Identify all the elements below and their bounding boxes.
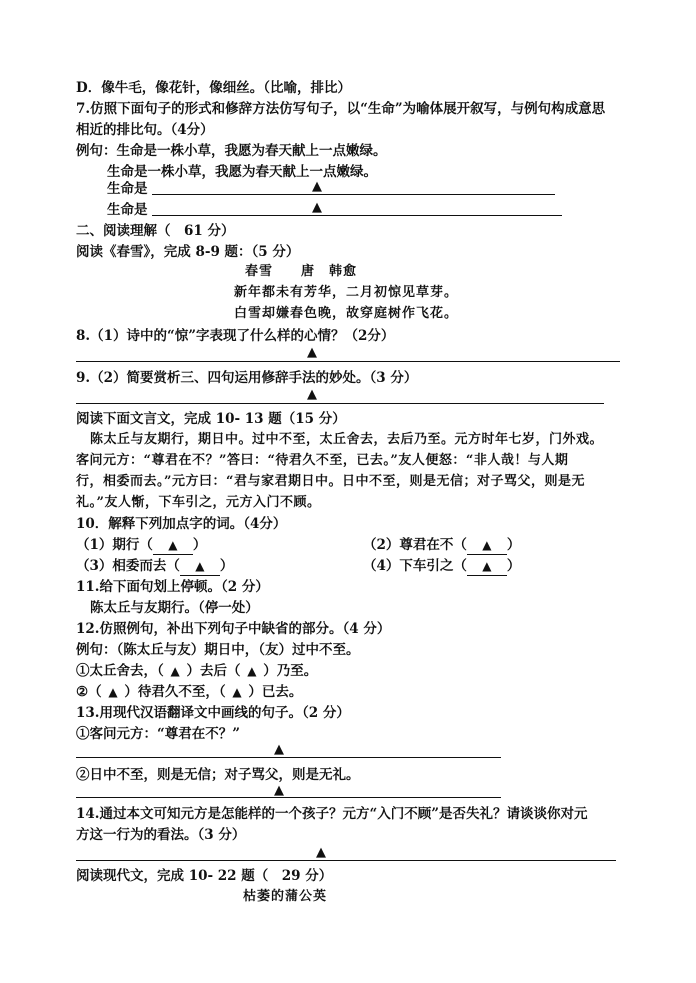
question-8: 8.（1）诗中的“惊”字表现了什么样的心情？（2分）	[76, 328, 395, 344]
question-13-sentence-1: ①客问元方：“尊君在不？”	[76, 726, 241, 742]
poem-line-1: 新年都未有芳华，二月初惊见草芽。	[234, 285, 459, 300]
q10-item-4: （4）下车引之（ ▲ ）	[363, 558, 521, 574]
example-sentence-repeat: 生命是一株小草，我愿为春天献上一点嫩绿。	[107, 164, 377, 180]
question-7-cont: 相近的排比句。（4分）	[76, 122, 214, 138]
answer-line-1[interactable]	[152, 194, 555, 195]
modern-reading-title: 阅读现代文，完成 10- 22 题（ 29 分）	[76, 868, 333, 884]
question-14-cont: 方这一行为的看法。（3 分）	[76, 827, 246, 843]
answer-line-q14[interactable]	[76, 860, 616, 861]
q10-item-1: （1）期行（ ▲ ）	[76, 537, 207, 553]
blank-field[interactable]: ▲	[180, 557, 220, 576]
blank-field[interactable]: ▲	[153, 536, 193, 555]
question-13: 13.用现代汉语翻译文中画线的句子。（2 分）	[76, 705, 350, 721]
answer-line-2-label: 生命是	[107, 202, 148, 218]
triangle-icon: ▲	[312, 179, 322, 194]
question-7: 7.仿照下面句子的形式和修辞方法仿写句子，以“生命”为喻体展开叙写，与例句构成意思	[76, 101, 606, 117]
example-sentence: 例句：生命是一株小草，我愿为春天献上一点嫩绿。	[76, 143, 387, 159]
passage-line-1: 陈太丘与友期行，期日中。过中不至，太丘舍去，去后乃至。元方时年七岁，门外戏。	[90, 432, 604, 447]
answer-line-2[interactable]	[152, 215, 562, 216]
poem-line-2: 白雪却嫌春色晚，故穿庭树作飞花。	[234, 306, 459, 321]
question-13-sentence-2: ②日中不至，则是无信；对子骂父，则是无礼。	[76, 767, 360, 783]
question-12: 12.仿照例句，补出下列句子中缺省的部分。（4 分）	[76, 621, 391, 637]
q10-item-2: （2）尊君在不（ ▲ ）	[363, 537, 521, 553]
answer-line-q13-2[interactable]	[76, 797, 501, 798]
question-14: 14.通过本文可知元方是怎能样的一个孩子？元方“入门不顾”是否失礼？请谈谈你对元	[76, 806, 588, 822]
question-12-item-1: ①太丘舍去，（ ▲ ）去后（ ▲ ）乃至。	[76, 663, 318, 679]
answer-line-q13-1[interactable]	[76, 757, 501, 758]
q10-item-3: （3）相委而去（ ▲ ）	[76, 558, 234, 574]
option-d: D．像牛毛，像花针，像细丝。（比喻，排比）	[76, 80, 351, 96]
triangle-icon: ▲	[274, 742, 284, 757]
reading-chunxue: 阅读《春雪》，完成 8-9 题：（5 分）	[76, 244, 300, 260]
answer-line-q8[interactable]	[76, 361, 620, 362]
question-9: 9.（2）简要赏析三、四句运用修辞手法的妙处。（3 分）	[76, 370, 418, 386]
triangle-icon: ▲	[274, 783, 284, 798]
question-12-example: 例句：（陈太丘与友）期日中，（友）过中不至。	[76, 642, 360, 658]
question-10: 10．解释下列加点字的词。（4分）	[76, 516, 287, 532]
triangle-icon: ▲	[170, 664, 180, 678]
triangle-icon: ▲	[108, 685, 118, 699]
question-11: 11.给下面句划上停顿。（2 分）	[76, 579, 269, 595]
blank-field[interactable]: ▲	[467, 536, 507, 555]
triangle-icon: ▲	[307, 345, 317, 360]
answer-line-1-label: 生命是	[107, 181, 148, 197]
section-2-title: 二、阅读理解（ 61 分）	[76, 223, 235, 239]
modern-passage-title: 枯萎的蒲公英	[243, 889, 328, 904]
question-12-item-2: ②（ ▲ ）待君久不至，（ ▲ ）已去。	[76, 684, 303, 700]
passage-line-3: 行，相委而去。”元方曰：“君与家君期日中。日中不至，则是无信；对子骂父，则是无	[76, 474, 585, 489]
triangle-icon: ▲	[316, 845, 326, 860]
passage-line-4: 礼。”友人惭，下车引之，元方入门不顾。	[76, 495, 321, 510]
classical-reading-title: 阅读下面文言文，完成 10- 13 题（15 分）	[76, 411, 346, 427]
question-11-sentence: 陈太丘与友期行。（停一处）	[90, 600, 259, 616]
answer-line-q9[interactable]	[76, 403, 604, 404]
triangle-icon: ▲	[247, 664, 257, 678]
passage-line-2: 客问元方：“尊君在不？”答曰：“待君久不至，已去。”友人便怒：“非人哉！与人期	[76, 453, 569, 468]
triangle-icon: ▲	[312, 200, 322, 215]
triangle-icon: ▲	[307, 387, 317, 402]
poem-title: 春雪 唐 韩愈	[245, 264, 358, 279]
triangle-icon: ▲	[232, 685, 242, 699]
blank-field[interactable]: ▲	[467, 557, 507, 576]
